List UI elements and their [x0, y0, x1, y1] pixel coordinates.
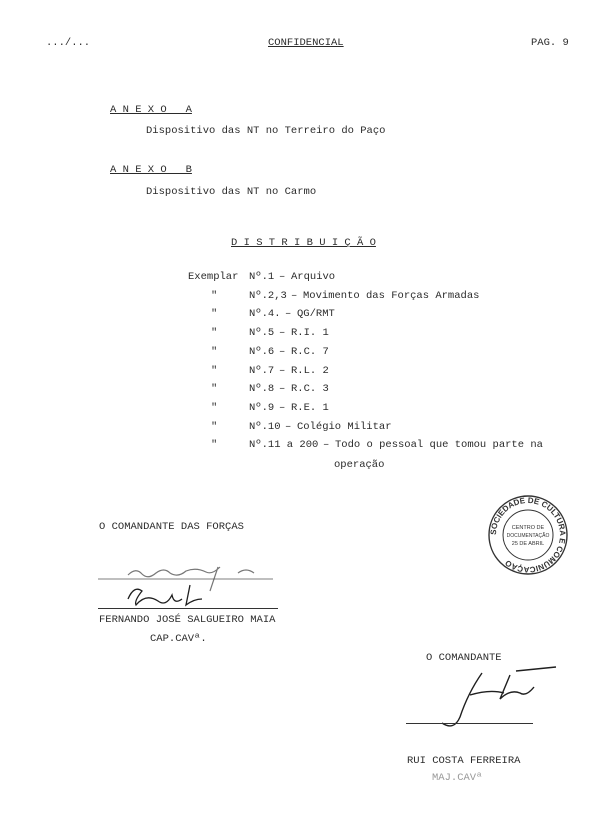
- distribution-row-prefix: ": [211, 308, 218, 320]
- distribution-row-destination: QG/RMT: [297, 308, 335, 320]
- left-signature-name: FERNANDO JOSÉ SALGUEIRO MAIA: [99, 614, 276, 626]
- distribution-row-separator: –: [285, 308, 292, 320]
- distribution-row-separator: –: [279, 402, 286, 414]
- distribution-row-separator: –: [285, 421, 292, 433]
- archive-stamp: [487, 494, 569, 576]
- distribution-heading: D I S T R I B U I Ç Ã O: [231, 237, 376, 249]
- stamp-line-2: DOCUMENTAÇÃO: [506, 533, 550, 539]
- anexo-b-heading: A N E X O B: [110, 164, 192, 176]
- distribution-row-separator: –: [279, 383, 286, 395]
- distribution-continuation: operação: [334, 459, 385, 471]
- distribution-row-destination: Movimento das Forças Armadas: [303, 290, 480, 302]
- distribution-row-destination: R.E. 1: [291, 402, 329, 414]
- distribution-row-destination: Todo o pessoal que tomou parte na: [335, 439, 543, 451]
- anexo-a-text: Dispositivo das NT no Terreiro do Paço: [146, 125, 386, 137]
- left-signature-mark: [98, 555, 288, 615]
- distribution-row-prefix: ": [211, 290, 218, 302]
- distribution-row-number: Nº.1: [249, 271, 275, 283]
- distribution-row-separator: –: [279, 365, 286, 377]
- distribution-row-number: Nº.9: [249, 402, 275, 414]
- right-signature-rank: MAJ.CAVª: [432, 772, 483, 784]
- distribution-row-number: Nº.7: [249, 365, 275, 377]
- distribution-row-number: Nº.11 a 200: [249, 439, 319, 451]
- distribution-row-prefix: ": [211, 402, 218, 414]
- anexo-a-heading: A N E X O A: [110, 104, 192, 116]
- distribution-row-number: Nº.5: [249, 327, 275, 339]
- header-classification: CONFIDENCIAL: [268, 37, 344, 49]
- distribution-row-number: Nº.4.: [249, 308, 281, 320]
- distribution-row-prefix: ": [211, 421, 218, 433]
- stamp-ring-text: SOCIEDADE DE CULTURA E COMUNICAÇÃO: [488, 495, 568, 575]
- right-signature-line: [406, 723, 533, 724]
- distribution-row-separator: –: [279, 271, 286, 283]
- distribution-row-destination: R.C. 7: [291, 346, 329, 358]
- distribution-row-destination: R.L. 2: [291, 365, 329, 377]
- stamp-line-1: CENTRO DE: [511, 525, 545, 531]
- distribution-row-separator: –: [279, 327, 286, 339]
- distribution-row-destination: R.I. 1: [291, 327, 329, 339]
- distribution-row-number: Nº.6: [249, 346, 275, 358]
- anexo-b-text: Dispositivo das NT no Carmo: [146, 186, 317, 198]
- distribution-row-prefix: ": [211, 346, 218, 358]
- distribution-row-destination: R.C. 3: [291, 383, 329, 395]
- right-signature-name: RUI COSTA FERREIRA: [407, 755, 521, 767]
- left-signature-line: [98, 608, 278, 609]
- left-signature-rank: CAP.CAVª.: [150, 633, 207, 645]
- right-signature-mark: [420, 665, 570, 735]
- distribution-row-separator: –: [323, 439, 330, 451]
- stamp-line-3: 25 DE ABRIL: [511, 541, 545, 547]
- header-page-number: PAG. 9: [531, 37, 569, 49]
- distribution-row-separator: –: [291, 290, 298, 302]
- distribution-row-prefix: ": [211, 383, 218, 395]
- header-continuation: .../...: [46, 37, 91, 49]
- distribution-row-prefix: ": [211, 365, 218, 377]
- distribution-row-separator: –: [279, 346, 286, 358]
- distribution-row-destination: Arquivo: [291, 271, 336, 283]
- distribution-row-prefix: Exemplar: [188, 271, 239, 283]
- distribution-row-prefix: ": [211, 439, 218, 451]
- distribution-row-destination: Colégio Militar: [297, 421, 392, 433]
- distribution-row-number: Nº.8: [249, 383, 275, 395]
- distribution-row-number: Nº.10: [249, 421, 281, 433]
- distribution-row-number: Nº.2,3: [249, 290, 287, 302]
- distribution-row-prefix: ": [211, 327, 218, 339]
- left-signature-title: O COMANDANTE DAS FORÇAS: [99, 521, 244, 533]
- right-signature-title: O COMANDANTE: [426, 652, 502, 664]
